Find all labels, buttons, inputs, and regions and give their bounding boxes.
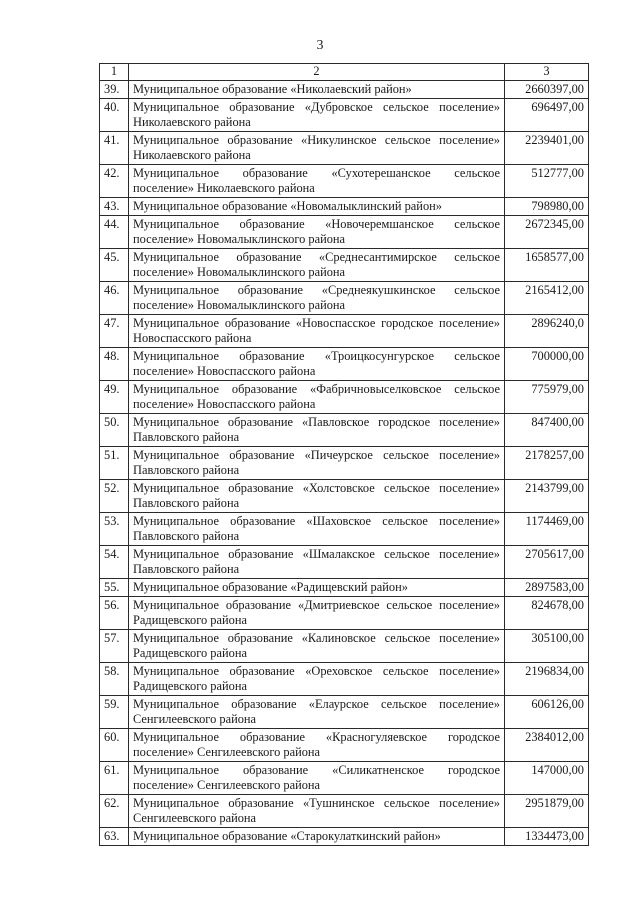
- row-amount: 305100,00: [505, 630, 589, 663]
- row-municipality: Муниципальное образование «Сухотерешанское сельское поселение» Николаевского района: [129, 165, 505, 198]
- row-amount: 2705617,00: [505, 546, 589, 579]
- row-amount: 1174469,00: [505, 513, 589, 546]
- table-row: [100, 315, 589, 348]
- table-row: [100, 696, 589, 729]
- table-row: [100, 579, 589, 597]
- row-amount: 2896240,0: [505, 315, 589, 348]
- table-row: [100, 414, 589, 447]
- row-number: 47.: [100, 315, 129, 348]
- row-municipality: Муниципальное образование «Тушнинское сельское поселение» Сенгилеевского района: [129, 795, 505, 828]
- row-municipality: Муниципальное образование «Ореховское сельское поселение» Радищевского района: [129, 663, 505, 696]
- row-amount: 2897583,00: [505, 579, 589, 597]
- row-number: 58.: [100, 663, 129, 696]
- table-row: [100, 132, 589, 165]
- row-municipality: Муниципальное образование «Радищевский район»: [129, 579, 505, 597]
- row-municipality: Муниципальное образование «Павловское городское поселение» Павловского района: [129, 414, 505, 447]
- row-number: 40.: [100, 99, 129, 132]
- row-amount: 798980,00: [505, 198, 589, 216]
- row-municipality: Муниципальное образование «Холстовское сельское поселение» Павловского района: [129, 480, 505, 513]
- table-row: [100, 282, 589, 315]
- row-municipality: Муниципальное образование «Красногуляевское городское поселение» Сенгилеевского района: [129, 729, 505, 762]
- row-number: 39.: [100, 81, 129, 99]
- table-row: [100, 447, 589, 480]
- row-municipality: Муниципальное образование «Шаховское сельское поселение» Павловского района: [129, 513, 505, 546]
- row-municipality: Муниципальное образование «Николаевский район»: [129, 81, 505, 99]
- row-number: 41.: [100, 132, 129, 165]
- table-header-row: [100, 64, 589, 81]
- row-number: 48.: [100, 348, 129, 381]
- table-row: [100, 729, 589, 762]
- row-amount: 1658577,00: [505, 249, 589, 282]
- table-row: [100, 480, 589, 513]
- row-number: 60.: [100, 729, 129, 762]
- row-number: 56.: [100, 597, 129, 630]
- row-municipality: Муниципальное образование «Старокулаткинский район»: [129, 828, 505, 846]
- row-municipality: Муниципальное образование «Шмалакское сельское поселение» Павловского района: [129, 546, 505, 579]
- row-municipality: Муниципальное образование «Дубровское сельское поселение» Николаевского района: [129, 99, 505, 132]
- row-amount: 2143799,00: [505, 480, 589, 513]
- table-row: [100, 249, 589, 282]
- row-number: 51.: [100, 447, 129, 480]
- row-municipality: Муниципальное образование «Среднесантимирское сельское поселение» Новомалыклинского района: [129, 249, 505, 282]
- page-number: 3: [316, 38, 324, 53]
- row-number: 50.: [100, 414, 129, 447]
- row-amount: 2672345,00: [505, 216, 589, 249]
- row-municipality: Муниципальное образование «Силикатненское городское поселение» Сенгилеевского района: [129, 762, 505, 795]
- row-amount: 2951879,00: [505, 795, 589, 828]
- row-amount: 147000,00: [505, 762, 589, 795]
- row-amount: 2384012,00: [505, 729, 589, 762]
- row-number: 55.: [100, 579, 129, 597]
- row-amount: 2165412,00: [505, 282, 589, 315]
- row-municipality: Муниципальное образование «Новоспасское городское поселение» Новоспасского района: [129, 315, 505, 348]
- row-amount: 1334473,00: [505, 828, 589, 846]
- row-municipality: Муниципальное образование «Калиновское сельское поселение» Радищевского района: [129, 630, 505, 663]
- table-row: [100, 513, 589, 546]
- row-municipality: Муниципальное образование «Троицкосунгурское сельское поселение» Новоспасского района: [129, 348, 505, 381]
- row-number: 43.: [100, 198, 129, 216]
- table-row: [100, 630, 589, 663]
- column-header-amount: 3: [505, 64, 589, 81]
- table-row: [100, 762, 589, 795]
- table-row: [100, 348, 589, 381]
- row-municipality: Муниципальное образование «Пичеурское сельское поселение» Павловского района: [129, 447, 505, 480]
- row-amount: 700000,00: [505, 348, 589, 381]
- row-municipality: Муниципальное образование «Дмитриевское сельское поселение» Радищевского района: [129, 597, 505, 630]
- row-amount: 847400,00: [505, 414, 589, 447]
- row-number: 63.: [100, 828, 129, 846]
- table-row: [100, 165, 589, 198]
- row-municipality: Муниципальное образование «Никулинское сельское поселение» Николаевского района: [129, 132, 505, 165]
- table-row: [100, 216, 589, 249]
- row-number: 44.: [100, 216, 129, 249]
- row-amount: 696497,00: [505, 99, 589, 132]
- row-number: 62.: [100, 795, 129, 828]
- row-municipality: Муниципальное образование «Среднеякушкинское сельское поселение» Новомалыклинского района: [129, 282, 505, 315]
- row-number: 53.: [100, 513, 129, 546]
- row-amount: 2239401,00: [505, 132, 589, 165]
- municipalities-table: [99, 63, 589, 846]
- row-amount: 512777,00: [505, 165, 589, 198]
- row-municipality: Муниципальное образование «Елаурское сельское поселение» Сенгилеевского района: [129, 696, 505, 729]
- row-amount: 824678,00: [505, 597, 589, 630]
- row-number: 45.: [100, 249, 129, 282]
- row-number: 49.: [100, 381, 129, 414]
- row-municipality: Муниципальное образование «Новочеремшанское сельское поселение» Новомалыклинского района: [129, 216, 505, 249]
- table-row: [100, 597, 589, 630]
- row-number: 61.: [100, 762, 129, 795]
- column-header-name: 2: [129, 64, 505, 81]
- row-amount: 2660397,00: [505, 81, 589, 99]
- row-amount: 606126,00: [505, 696, 589, 729]
- row-number: 46.: [100, 282, 129, 315]
- row-number: 57.: [100, 630, 129, 663]
- row-number: 52.: [100, 480, 129, 513]
- row-number: 59.: [100, 696, 129, 729]
- table-row: [100, 828, 589, 846]
- row-number: 54.: [100, 546, 129, 579]
- row-amount: 2196834,00: [505, 663, 589, 696]
- row-amount: 775979,00: [505, 381, 589, 414]
- table-row: [100, 546, 589, 579]
- table-row: [100, 99, 589, 132]
- column-header-number: 1: [100, 64, 129, 81]
- table-row: [100, 81, 589, 99]
- row-municipality: Муниципальное образование «Новомалыклинский район»: [129, 198, 505, 216]
- table-row: [100, 795, 589, 828]
- table-row: [100, 663, 589, 696]
- table-row: [100, 198, 589, 216]
- table-row: [100, 381, 589, 414]
- row-municipality: Муниципальное образование «Фабричновыселковское сельское поселение» Новоспасского района: [129, 381, 505, 414]
- row-amount: 2178257,00: [505, 447, 589, 480]
- row-number: 42.: [100, 165, 129, 198]
